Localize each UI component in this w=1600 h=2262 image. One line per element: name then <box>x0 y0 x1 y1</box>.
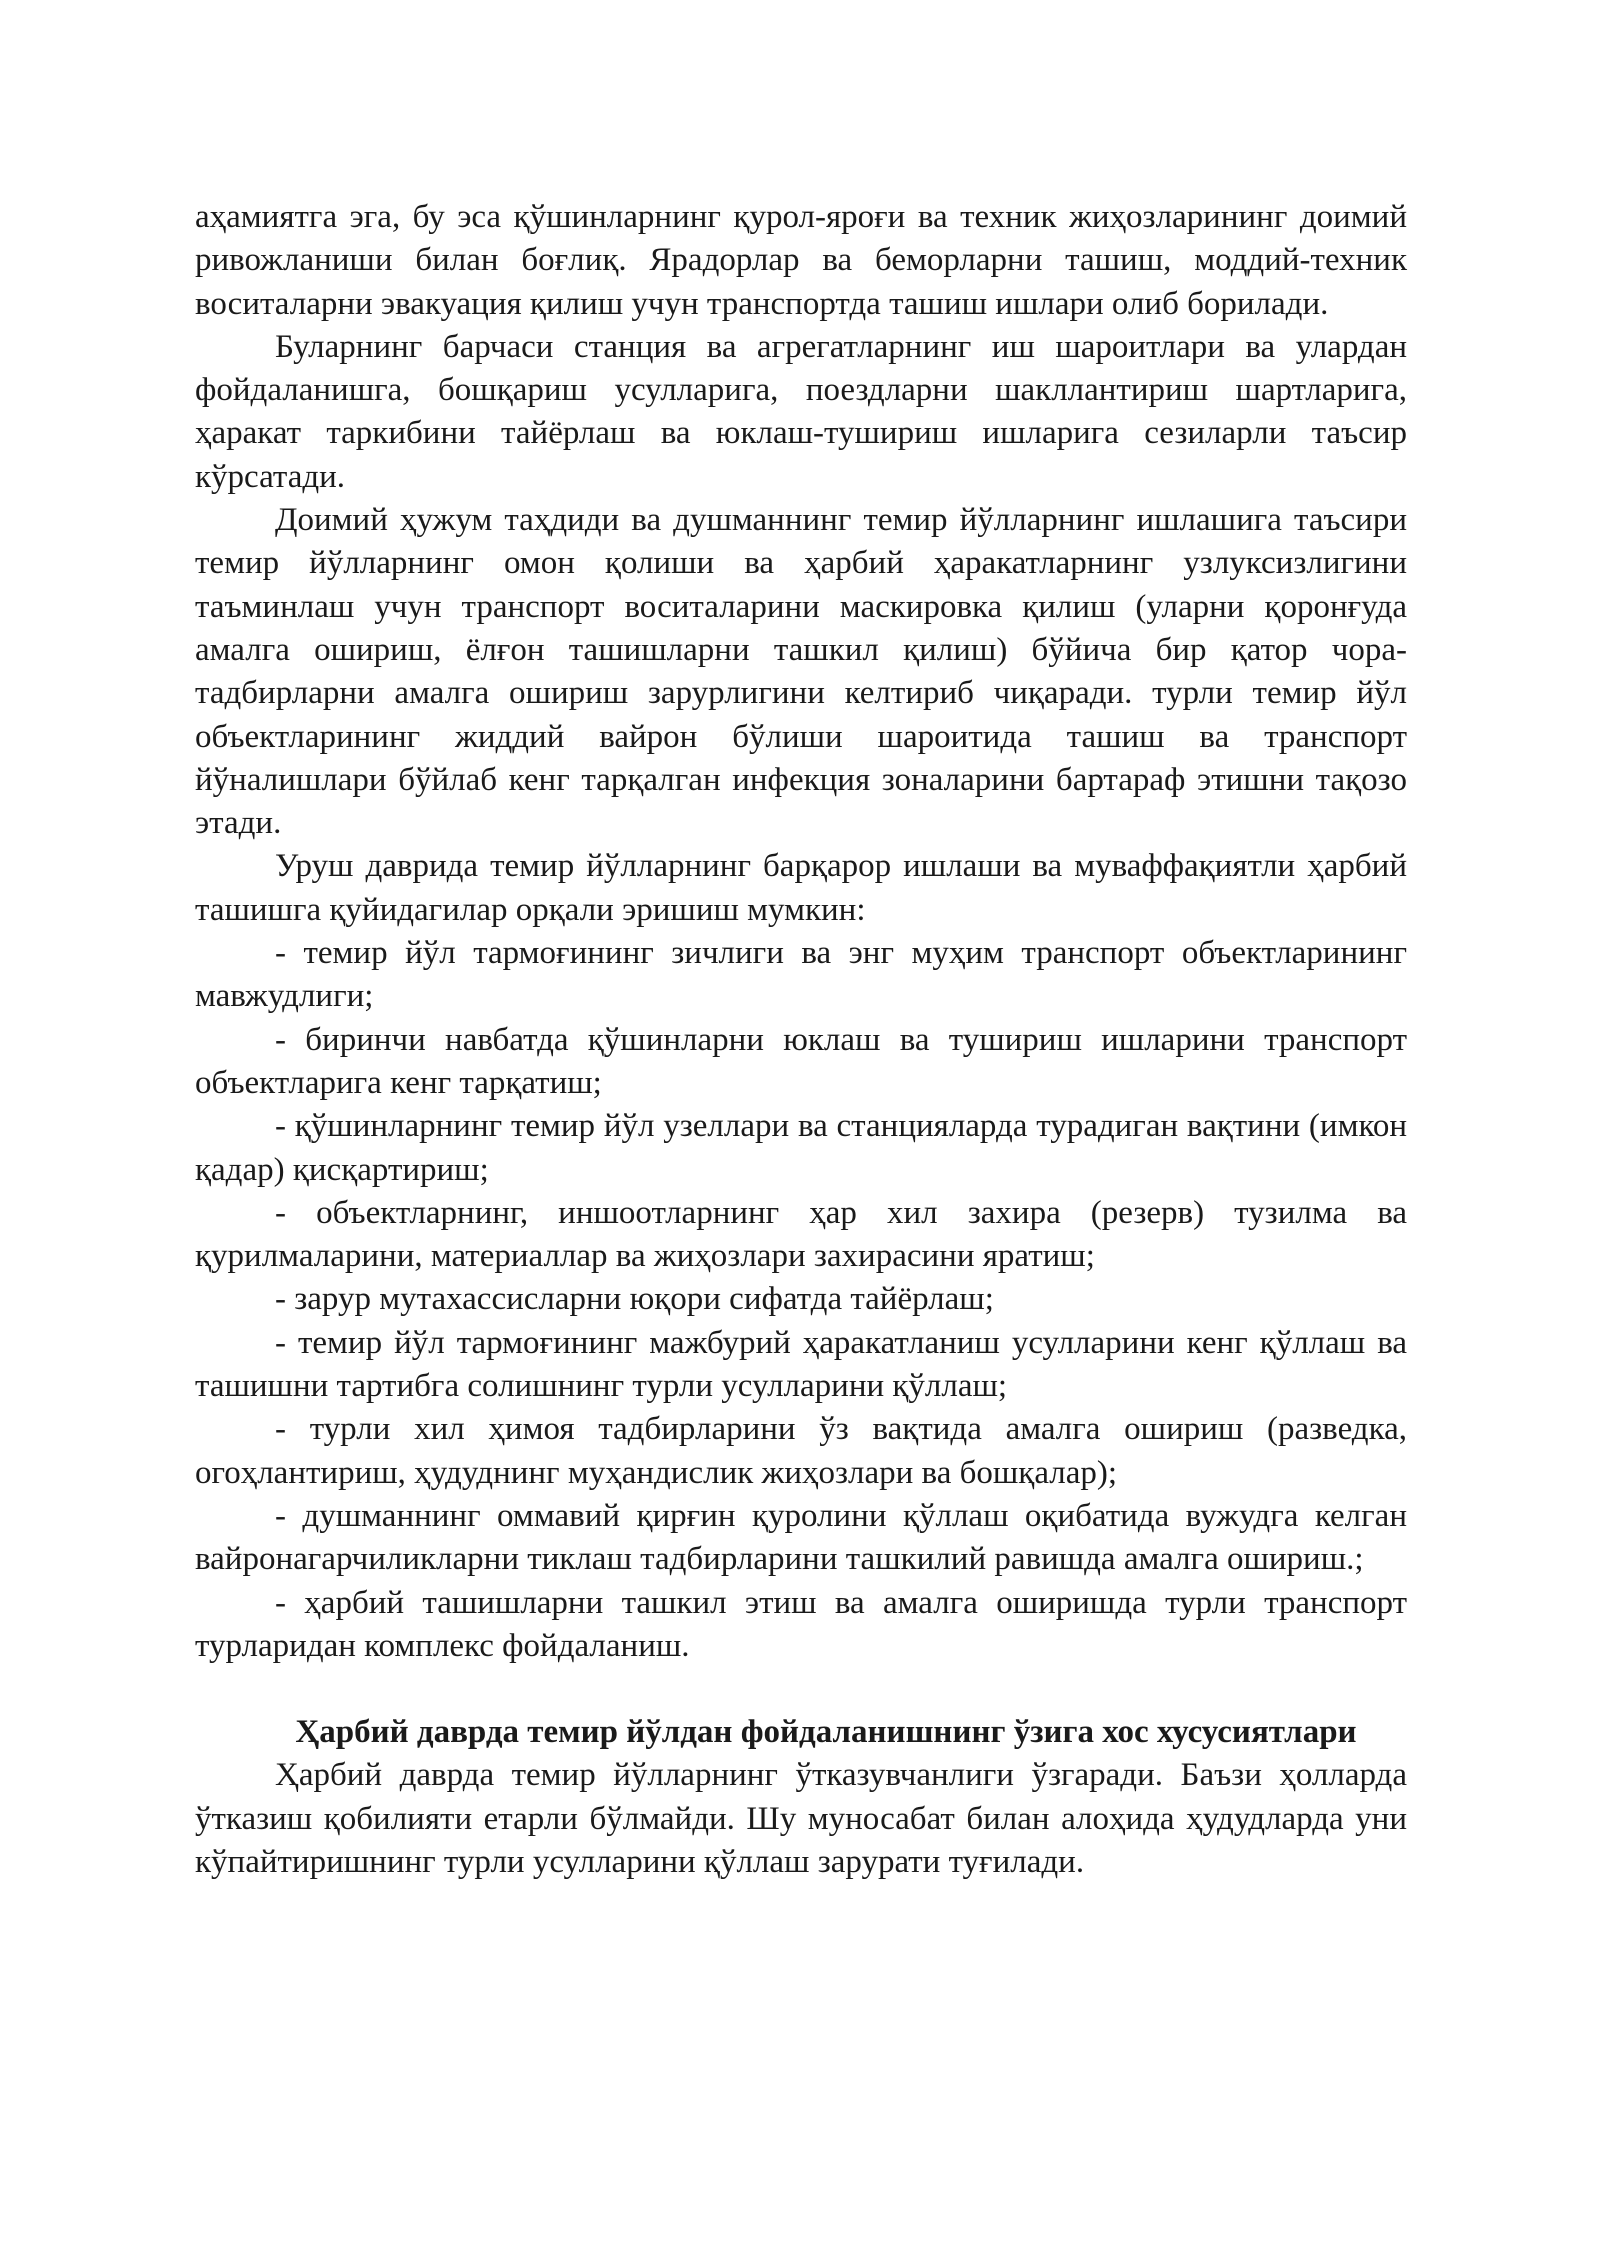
list-item: - турли хил ҳимоя тадбирларини ўз вақтида амалга ошириш (разведка, огоҳлантириш, ҳудуднинг муҳандислик жиҳозлари ва бошқалар); <box>195 1411 1407 1491</box>
paragraph-attack-threat: Доимий ҳужум таҳдиди ва душманнинг темир йўлларнинг ишлашига таъсири темир йўлларнинг омон қолиши ва ҳарбий ҳаракатларнинг узлуксизлигини таъминлаш учун транспорт воситаларини маскировка қилиш (уларни қоронғуда амалга ошириш, ёлғон ташишларни ташкил қилиш) бўйича бир қатор чора-тадбирларни амалга ошириш зарурлигини келтириб чиқаради. турли темир йўл объектларининг жиддий вайрон бўлиши шароитида ташиш ва транспорт йўналишлари бўйлаб кенг тарқалган инфекция зоналарини бартараф этишни тақозо этади. <box>195 502 1407 842</box>
paragraph-throughput: Ҳарбий даврда темир йўлларнинг ўтказувчанлиги ўзгаради. Баъзи ҳолларда ўтказиш қобилияти етарли бўлмайди. Шу муносабат билан алоҳида ҳудудларда уни кўпайтиришнинг турли усулларини қўллаш зарурати туғилади. <box>195 1757 1407 1880</box>
document-page <box>195 196 1407 1884</box>
paragraph-wartime-operation: Уруш даврида темир йўлларнинг барқарор ишлаши ва муваффақиятли ҳарбий ташишга қуйидагилар орқали эришиш мумкин: <box>195 848 1407 928</box>
list-item: - душманнинг оммавий қирғин қуролини қўллаш оқибатида вужудга келган вайронагарчиликларни тиклаш тадбирларини ташкилий равишда амалга ошириш.; <box>195 1497 1407 1578</box>
list-item: - темир йўл тармоғининг зичлиги ва энг муҳим транспорт объектларининг мавжудлиги; <box>195 935 1407 1015</box>
list-item: - объектларнинг, иншоотларнинг ҳар хил захира (резерв) тузилма ва қурилмаларини, материаллар ва жиҳозлари захирасини яратиш; <box>195 1194 1407 1275</box>
list-item: - зарур мутахассисларни юқори сифатда тайёрлаш; <box>275 1281 994 1318</box>
list-item: - биринчи навбатда қўшинларни юклаш ва тушириш ишларини транспорт объектларига кенг тарқатиш; <box>195 1021 1407 1101</box>
section-heading: Ҳарбий даврда темир йўлдан фойдаланишнинг ўзига хос хусусиятлари <box>295 1714 1357 1751</box>
paragraph-continuation: аҳамиятга эга, бу эса қўшинларнинг қурол-яроғи ва техник жиҳозларининг доимий ривожланиши билан боғлиқ. Ярадорлар ва беморларни ташиш, моддий-техник воситаларни эвакуация қилиш учун транспортда ташиш ишлари олиб борилади. <box>195 199 1407 322</box>
list-item: - ҳарбий ташишларни ташкил этиш ва амалга оширишда турли транспорт турларидан комплекс фойдаланиш. <box>195 1584 1407 1664</box>
list-item: - қўшинларнинг темир йўл узеллари ва станцияларда турадиган вақтини (имкон қадар) қисқартириш; <box>195 1108 1407 1188</box>
paragraph-station-conditions: Буларнинг барчаси станция ва агрегатларнинг иш шароитлари ва улардан фойдаланишга, бошқариш усулларига, поездларни шакллантириш шартларига, ҳаракат таркибини тайёрлаш ва юклаш-тушириш ишларига сезиларли таъсир кўрсатади. <box>195 328 1407 495</box>
list-item: - темир йўл тармоғининг мажбурий ҳаракатланиш усулларини кенг қўллаш ва ташишни тартибга солишнинг турли усулларини қўллаш; <box>195 1324 1407 1405</box>
